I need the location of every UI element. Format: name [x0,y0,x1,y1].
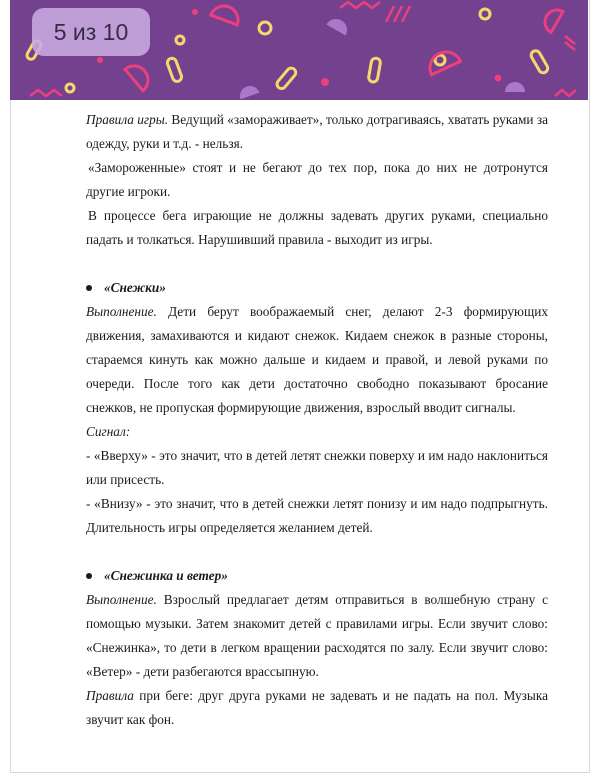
paragraph-rules [86,108,548,156]
paragraph-snowflake-execution: Выполнение. Взрослый предлагает детям отправиться в волшебную страну с помощью музыки. Затем знакомит детей с правилами игры. Если звучит слово: «Снежинка», то дети в легком вращении расходятся по залу. Если звучит слово: «Ветер» - дети разбегаются врассыпную. [86,592,548,679]
signal-down-text: - «Внизу» - это значит, что в детей снежки летят понизу и им надо подпрыгнуть. Длительность игры определяется желанием детей. [86,496,548,535]
paragraph-frozen: «Замороженные» стоят и не бегают до тех пор, пока до них не дотронутся другие игроки. [86,160,548,199]
signal-up-text: - «Вверху» - это значит, что в детей летят снежки поверху и им надо наклониться или присесть. [86,448,548,487]
section-heading-snowflake: «Снежинка и ветер» [86,564,548,588]
bullet-icon [86,285,92,291]
paragraph-snowballs-execution: Выполнение. Дети берут воображаемый снег, делают 2-3 формирующих движения, замахиваются и кидают снежок. Кидаем снежок в разные стороны, стараемся кинуть как можно дальше и кидаем и правой, и левой руками по очереди. После того как дети достаточно свободно показывают бросание снежков, не пропуская формирующие движения, взрослый вводит сигналы. [86,304,548,415]
rules-text: Ведущий «замораживает», только дотрагиваясь, хватать руками за одежду, руки и т.д. - нельзя. [86,112,548,151]
section-heading-snowballs: «Снежки» [86,276,548,300]
page-counter-badge: 5 из 10 [32,8,150,56]
bullet-icon [86,573,92,579]
document-body [86,108,548,732]
paragraph-running: В процессе бега играющие не должны задевать других руками, специально падать и толкаться. Нарушивший правила - выходит из игры. [86,208,548,247]
paragraph-snowflake-rules: Правила при беге: друг друга руками не задевать и не падать на пол. Музыка звучит как фон. [86,688,548,727]
signal-label: Сигнал: [86,424,131,439]
rules-lead: Правила игры. [86,112,169,127]
